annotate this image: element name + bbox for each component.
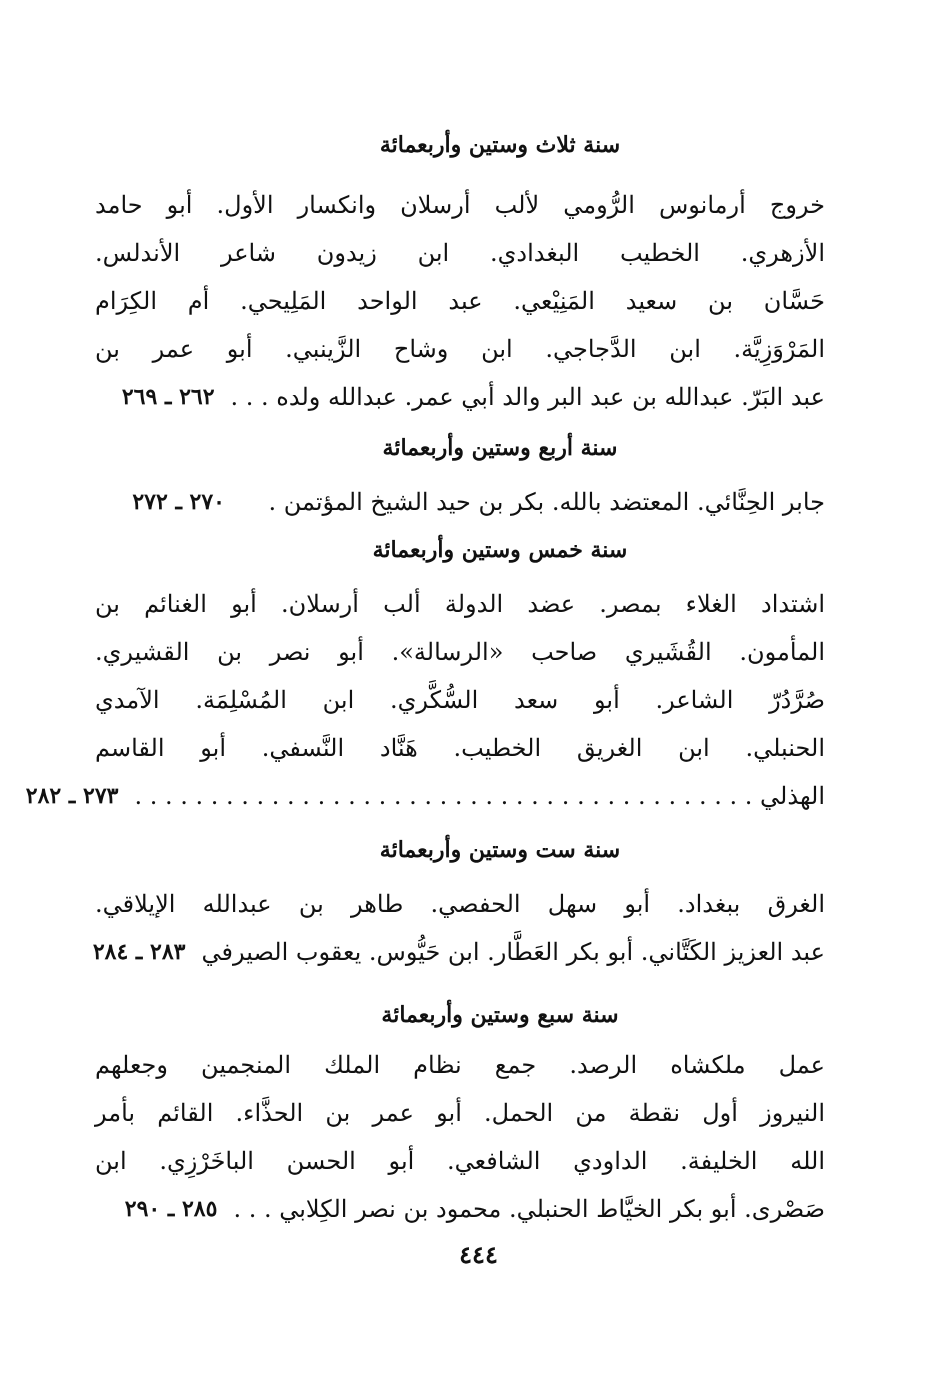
text-line: المَرْوَزِيَّة. ابن الدَّجاجي. ابن وشاح الزَّينبي. أبو عمر بن: [95, 335, 825, 363]
text-line: المأمون. القُشَيري صاحب «الرسالة». أبو نصر بن القشيري.: [95, 638, 825, 666]
entry-final-line: [95, 1185, 825, 1233]
entry-final-line: [95, 373, 825, 421]
entry-final-line: [95, 478, 825, 526]
page-range: ٢٧٠ ـ ٢٧٢: [132, 489, 225, 515]
section-heading: سنة ست وستين وأربعمائة: [379, 837, 621, 863]
section-year-463: [95, 125, 825, 421]
text-line: عبد البَرّ. عبدالله بن عبد البر والد أبي عمر. عبدالله ولده . . .: [230, 383, 825, 411]
section-heading: سنة أربع وستين وأربعمائة: [382, 435, 618, 461]
text-line: الحنبلي. ابن الغريق الخطيب. هَنَّاد النَّسفي. أبو القاسم: [95, 734, 825, 762]
text-line: الأزهري. الخطيب البغدادي. ابن زيدون شاعر الأندلس.: [95, 239, 825, 267]
text-line: صَصْرى. أبو بكر الخيَّاط الحنبلي. محمود بن نصر الكِلابي . . .: [233, 1195, 825, 1223]
section-year-467: [95, 995, 825, 1233]
page-range: ٢٨٥ ـ ٢٩٠: [124, 1196, 218, 1222]
section-year-465: [25, 530, 825, 820]
section-heading: سنة ثلاث وستين وأربعمائة: [379, 132, 621, 158]
page-range: ٢٧٣ ـ ٢٨٢: [25, 783, 119, 809]
section-year-466: [92, 830, 825, 976]
entry-final-line: [92, 928, 825, 976]
text-line: صُرَّدُرّ الشاعر. أبو سعد السُّكَّري. ابن المُسْلِمَة. الآمدي: [95, 686, 825, 714]
text-line: عمل ملكشاه الرصد. جمع نظام الملك المنجمين وجعلهم: [95, 1051, 825, 1079]
section-year-464: [95, 428, 825, 526]
text-line: الله الخليفة. الداودي الشافعي. أبو الحسن الباخَرْزِي. ابن: [95, 1147, 825, 1175]
entry-final-line: [25, 772, 825, 820]
text-line: خروج أرمانوس الرُّومي لألب أرسلان وانكسار الأول. أبو حامد: [95, 191, 825, 219]
page-range: ٢٨٣ ـ ٢٨٤: [92, 939, 186, 965]
page-number: ٤٤٤: [459, 1240, 498, 1269]
text-line: جابر الحِنَّائي. المعتضد بالله. بكر بن حيد الشيخ المؤتمن .: [268, 488, 825, 516]
text-line: الغرق ببغداد. أبو سهل الحفصي. طاهر بن عبدالله الإيلاقي.: [95, 890, 825, 918]
text-line: الهذلي . . . . . . . . . . . . . . . . . . . . . . . . . . . . . . . . . . . . . . . . .: [134, 782, 825, 810]
section-heading: سنة سبع وستين وأربعمائة: [381, 1002, 619, 1028]
text-line: النيروز أول نقطة من الحمل. أبو عمر بن الحذَّاء. القائم بأمر: [95, 1099, 826, 1127]
page-range: ٢٦٢ ـ ٢٦٩: [121, 384, 215, 410]
text-line: اشتداد الغلاء بمصر. عضد الدولة ألب أرسلان. أبو الغنائم بن: [95, 590, 825, 618]
text-line: حَسَّان بن سعيد المَنِيْعي. عبد الواحد المَلِيحي. أم الكِرَام: [95, 287, 825, 315]
section-heading: سنة خمس وستين وأربعمائة: [372, 537, 628, 563]
text-line: عبد العزيز الكَتَّاني. أبو بكر العَطَّار. ابن حَيُّوس. يعقوب الصيرفي: [201, 938, 825, 966]
